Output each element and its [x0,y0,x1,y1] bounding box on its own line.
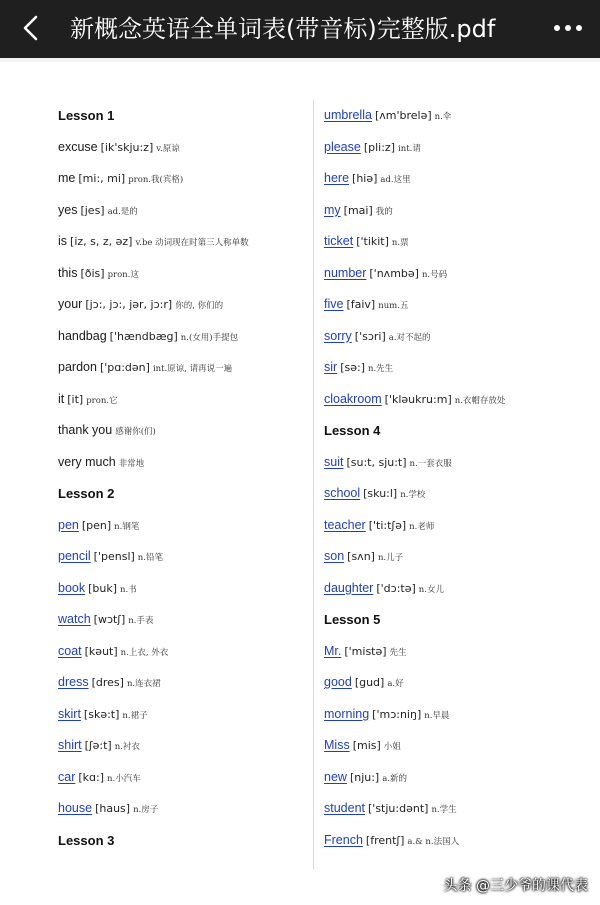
vocab-entry [58,195,308,227]
chinese-definition: n.衬衣 [114,742,140,752]
phonetic-transcription: [frentʃ] [365,833,405,847]
document-title: 新概念英语全单词表(带音标)完整版.pdf [70,15,496,43]
vocab-word-link[interactable]: sir [324,360,338,374]
vocab-entry [324,384,594,416]
back-button[interactable] [14,10,50,46]
vocab-entry [58,762,308,794]
vocab-word: very much [58,454,116,469]
phonetic-transcription: [mi:, mi] [78,172,126,185]
vocab-word-link[interactable]: pencil [58,549,91,563]
vocab-entry [324,321,594,353]
phonetic-transcription: [sʌn] [347,550,375,563]
chinese-definition: n.伞 [434,112,452,122]
chinese-definition: n.上衣, 外衣 [120,647,169,658]
vocab-entry [58,447,308,479]
page-top-shadow [0,58,600,62]
phonetic-transcription: ['stju:dənt] [368,802,429,815]
vocab-word-link[interactable]: student [324,801,366,815]
chinese-definition: a.新的 [382,773,408,784]
phonetic-transcription: [pen] [81,518,112,532]
phonetic-transcription: [hiə] [352,172,378,185]
chinese-definition: n.房子 [133,805,159,815]
phonetic-transcription: ['pɑ:dən] [99,361,150,374]
vocab-entry [324,762,594,794]
top-bar [0,0,600,58]
chinese-definition: n.手表 [128,616,154,626]
vocab-entry [324,258,594,290]
vocab-entry [58,289,308,321]
vocab-entry [58,226,308,258]
phonetic-transcription: ['nʌmbə] [369,266,419,280]
phonetic-transcription: [nju:] [349,770,380,784]
chinese-definition: n.裙子 [122,710,148,721]
chinese-definition: n.号码 [421,269,448,280]
vocab-word: handbag [58,328,107,343]
chinese-definition: n.衣帽存放处 [454,395,506,406]
vocab-entry [324,195,594,227]
vocab-word: yes [58,202,78,217]
chinese-definition: 小姐 [383,742,401,752]
chinese-definition: a.好 [387,679,404,689]
vocab-entry [324,541,594,573]
chinese-definition: v.be 动词现在时第三人称单数 [135,238,249,248]
phonetic-transcription: [wɔtʃ] [93,613,126,626]
chinese-definition: 感谢你(们) [115,427,156,437]
chinese-definition: pron.它 [86,395,118,406]
vocab-word-link[interactable]: book [58,580,86,595]
chinese-definition: a.& n.法国人 [407,836,460,847]
phonetic-transcription: [iz, s, z, əz] [70,235,133,248]
phonetic-transcription: [it] [67,392,84,406]
vocab-word-link[interactable]: coat [58,643,82,658]
vocab-word-link[interactable]: please [324,139,361,154]
vocab-entry [58,132,308,164]
vocab-entry [324,510,594,542]
chinese-definition: 先生 [389,647,407,658]
vocab-entry [324,163,594,195]
phonetic-transcription: [pli:z] [363,140,396,154]
chinese-definition: n.学校 [400,490,426,500]
chevron-left-icon [14,10,50,46]
phonetic-transcription: [haus] [95,802,131,815]
phonetic-transcription: [faiv] [346,298,376,311]
vocab-word: your [58,297,83,311]
chinese-definition: n.书 [120,584,137,595]
phonetic-transcription: [ik'skju:z] [100,140,154,154]
vocab-entry [58,699,308,731]
phonetic-transcription: ['ti:tʃə] [368,518,407,532]
chinese-definition: n.小汽车 [107,773,141,784]
vocab-word-link[interactable]: French [324,832,363,847]
vocab-entry [58,384,308,416]
vocab-entry [58,730,308,762]
vocab-word-link[interactable]: daughter [324,580,374,595]
watermark: 头条 @三少爷的课代表 [443,878,588,894]
vocab-entry [58,573,308,605]
chinese-definition: n.早晨 [424,710,450,721]
chinese-definition: 我的 [375,206,393,217]
vocab-entry [58,258,308,290]
vocab-entry [324,447,594,479]
lesson-heading: Lesson 3 [58,832,115,848]
vocab-word: this [58,265,78,280]
phonetic-transcription: ['hændbæg] [109,329,178,343]
chinese-definition: pron.这 [107,269,139,280]
phonetic-transcription: [jɔ:, jɔ:, jər, jɔ:r] [85,298,173,311]
column-divider [313,100,314,870]
vocab-word-link[interactable]: new [324,769,347,784]
vocab-word-link[interactable]: skirt [58,706,81,721]
vocab-word: is [58,234,68,248]
vocab-word-link[interactable]: good [324,675,352,689]
vocab-word-link[interactable]: son [324,549,345,563]
phonetic-transcription: [ʌm'brelə] [374,109,432,122]
vocab-entry [324,573,594,605]
vocab-word-link[interactable]: umbrella [324,108,372,122]
vocab-word: me [58,171,76,185]
vocab-word-link[interactable]: teacher [324,517,366,532]
phonetic-transcription: [sku:l] [363,487,398,500]
vocab-entry [58,352,308,384]
vocab-entry [324,793,594,825]
vocab-entry [58,510,308,542]
vocab-word: thank you [58,423,113,437]
vocab-word: it [58,391,65,406]
vocab-entry [324,478,594,510]
phonetic-transcription: [jes] [80,203,105,217]
chinese-definition: n.学生 [431,805,457,815]
vocab-word-link[interactable]: pen [58,517,79,532]
vocab-word: pardon [58,360,97,374]
more-horizontal-icon [546,12,590,44]
lesson-heading: Lesson 5 [324,612,381,627]
vocab-entry [324,636,594,668]
phonetic-transcription: [gud] [354,676,385,689]
chinese-definition: 非常地 [118,458,145,469]
phonetic-transcription: ['mɔ:niŋ] [372,707,422,721]
phonetic-transcription: ['pensl] [93,550,135,563]
lesson-heading: Lesson 2 [58,486,115,501]
chinese-definition: n.票 [391,238,409,248]
vocab-entry [324,100,594,132]
vocab-entry [324,352,594,384]
vocab-entry [324,132,594,164]
chinese-definition: 你的, 你们的 [175,301,224,311]
chinese-definition: pron.我(宾格) [128,175,184,185]
vocab-entry [324,667,594,699]
vocab-word-link[interactable]: watch [58,612,91,626]
vocab-word-link[interactable]: cloakroom [324,391,382,406]
chinese-definition: n.先生 [368,364,394,374]
vocab-word-link[interactable]: school [324,486,361,500]
vocab-word-link[interactable]: morning [324,706,370,721]
chinese-definition: ad.是的 [107,206,138,217]
phonetic-transcription: ['tikit] [356,235,389,248]
word-list-left-column [58,100,308,856]
word-list-right-column [324,100,594,856]
chinese-definition: int.请 [398,143,421,154]
vocab-entry [58,321,308,353]
vocab-word-link[interactable]: car [58,769,76,784]
vocab-word-link[interactable]: here [324,171,350,185]
chinese-definition: ad.这里 [380,175,411,185]
phonetic-transcription: [dres] [91,676,124,689]
phonetic-transcription: [su:t, sju:t] [346,455,407,469]
vocab-word-link[interactable]: sorry [324,328,352,343]
phonetic-transcription: [kəut] [84,644,118,658]
lesson-heading: Lesson 4 [324,423,381,438]
vocab-entry [324,825,594,857]
chinese-definition: int.原谅, 请再说一遍 [152,364,233,374]
chinese-definition: n.(女用)手提包 [180,332,239,343]
chinese-definition: n.一套衣服 [409,458,452,469]
phonetic-transcription: [kɑ:] [78,770,105,784]
vocab-word: excuse [58,139,98,154]
phonetic-transcription: [mai] [343,203,373,217]
phonetic-transcription: ['dɔ:tə] [376,581,416,595]
phonetic-transcription: [skə:t] [83,707,120,721]
vocab-entry [58,793,308,825]
vocab-entry [58,604,308,636]
lesson-heading: Lesson 1 [58,108,115,123]
chinese-definition: a.对不起的 [388,332,431,343]
chinese-definition: n.女儿 [418,584,444,595]
vocab-word-link[interactable]: house [58,801,93,815]
vocab-word-link[interactable]: dress [58,675,89,689]
vocab-entry [58,163,308,195]
chinese-definition: n.铅笔 [137,553,163,563]
vocab-word-link[interactable]: five [324,297,344,311]
vocab-entry [58,415,308,447]
phonetic-transcription: [sə:] [340,361,365,374]
vocab-word-link[interactable]: ticket [324,234,354,248]
vocab-entry [58,541,308,573]
phonetic-transcription: [ʃə:t] [84,739,112,752]
vocab-word-link[interactable]: my [324,202,341,217]
vocab-word-link[interactable]: number [324,265,367,280]
vocab-word-link[interactable]: Mr. [324,643,342,658]
vocab-entry [324,289,594,321]
vocab-entry [58,667,308,699]
vocab-entry [58,636,308,668]
phonetic-transcription: ['kləukru:m] [384,392,452,406]
chinese-definition: n.钢笔 [114,521,140,532]
vocab-word-link[interactable]: Miss [324,738,350,752]
chinese-definition: num.五 [378,301,409,311]
chinese-definition: v.原谅 [156,143,180,154]
phonetic-transcription: [ðis] [80,266,105,280]
phonetic-transcription: ['mistə] [344,644,387,658]
vocab-entry [324,730,594,762]
vocab-entry [324,226,594,258]
phonetic-transcription: ['sɔri] [354,329,386,343]
phonetic-transcription: [mis] [352,739,381,752]
vocab-entry [324,699,594,731]
phonetic-transcription: [buk] [88,581,118,595]
vocab-word-link[interactable]: shirt [58,738,82,752]
chinese-definition: n.儿子 [377,553,404,563]
chinese-definition: n.连衣裙 [126,679,161,689]
vocab-word-link[interactable]: suit [324,454,344,469]
more-button[interactable] [546,12,590,44]
chinese-definition: n.老师 [409,521,435,532]
